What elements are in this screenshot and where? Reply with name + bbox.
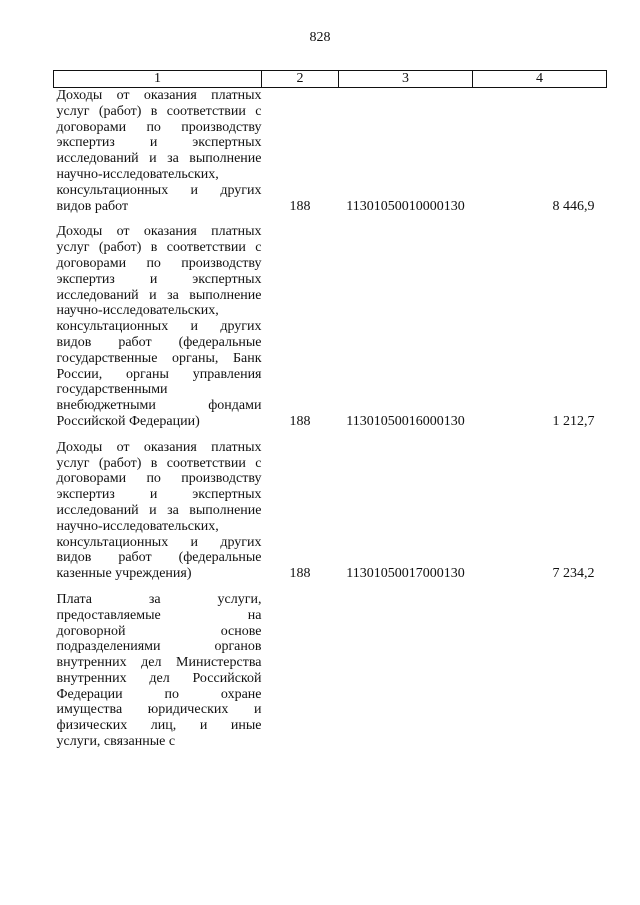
description-line: научно-исследовательских, bbox=[56, 303, 219, 319]
description-line: Российской Федерации) bbox=[56, 413, 200, 429]
description-line: экспертиз и экспертных bbox=[56, 271, 262, 287]
description-line: Плата за услуги, bbox=[56, 591, 262, 607]
table-row bbox=[54, 440, 607, 582]
description-line: экспертиз и экспертных bbox=[56, 135, 262, 151]
income-description bbox=[54, 88, 262, 215]
budget-classification-code bbox=[339, 592, 473, 750]
description-line: подразделениями органов bbox=[56, 639, 262, 655]
amount: 7 234,2 bbox=[552, 566, 595, 582]
description-line: предоставляемые на bbox=[56, 607, 262, 623]
page-number: 828 bbox=[309, 30, 331, 45]
column-header-2: 2 bbox=[262, 71, 339, 88]
budget-classification-code: 11301050016000130 bbox=[346, 413, 465, 429]
description-line: внутренних дел Министерства bbox=[56, 655, 262, 671]
description-line: видов работ (федеральные bbox=[56, 550, 262, 566]
description-line: научно-исследовательских, bbox=[56, 166, 219, 182]
revenue-table bbox=[53, 70, 607, 750]
description-line: услуг (работ) в соответствии с bbox=[56, 103, 262, 119]
description-line: исследований и за выполнение bbox=[56, 151, 262, 167]
column-header-1: 1 bbox=[54, 71, 262, 88]
table-row bbox=[54, 592, 607, 750]
description-line: видов работ bbox=[56, 198, 129, 214]
description-line: услуг (работ) в соответствии с bbox=[56, 240, 262, 256]
income-description bbox=[54, 440, 262, 582]
description-line: казенные учреждения) bbox=[56, 566, 192, 582]
description-line: внебюджетными фондами bbox=[56, 398, 262, 414]
budget-classification-code: 11301050017000130 bbox=[346, 566, 465, 582]
income-description bbox=[54, 224, 262, 429]
admin-code bbox=[262, 592, 339, 750]
description-line: имущества юридических и bbox=[56, 702, 262, 718]
description-line: России, органы управления bbox=[56, 366, 262, 382]
income-description bbox=[54, 592, 262, 750]
description-line: государственные органы, Банк bbox=[56, 350, 262, 366]
description-line: консультационных и других bbox=[56, 182, 262, 198]
table-row bbox=[54, 224, 607, 429]
description-line: консультационных и других bbox=[56, 534, 262, 550]
description-line: договорами по производству bbox=[56, 119, 262, 135]
description-line: договорной основе bbox=[56, 623, 262, 639]
amount: 1 212,7 bbox=[552, 413, 595, 429]
description-line: научно-исследовательских, bbox=[56, 518, 219, 534]
table-row bbox=[54, 88, 607, 215]
description-line: государственными bbox=[56, 382, 168, 398]
description-line: Федерации по охране bbox=[56, 686, 262, 702]
description-line: договорами по производству bbox=[56, 471, 262, 487]
description-line: исследований и за выполнение bbox=[56, 502, 262, 518]
column-number-row bbox=[54, 71, 607, 88]
description-line: услуги, связанные с bbox=[56, 734, 176, 750]
description-line: физических лиц, и иные bbox=[56, 718, 262, 734]
admin-code: 188 bbox=[289, 198, 311, 214]
description-line: консультационных и других bbox=[56, 319, 262, 335]
column-header-4: 4 bbox=[473, 71, 607, 88]
amount: 8 446,9 bbox=[552, 198, 595, 214]
amount bbox=[473, 592, 607, 750]
description-line: экспертиз и экспертных bbox=[56, 487, 262, 503]
description-line: Доходы от оказания платных bbox=[56, 224, 262, 240]
column-header-3: 3 bbox=[339, 71, 473, 88]
description-line: услуг (работ) в соответствии с bbox=[56, 455, 262, 471]
description-line: исследований и за выполнение bbox=[56, 287, 262, 303]
admin-code: 188 bbox=[289, 413, 311, 429]
description-line: договорами по производству bbox=[56, 255, 262, 271]
description-line: внутренних дел Российской bbox=[56, 670, 262, 686]
description-line: Доходы от оказания платных bbox=[56, 439, 262, 455]
budget-classification-code: 11301050010000130 bbox=[346, 198, 465, 214]
admin-code: 188 bbox=[289, 566, 311, 582]
description-line: Доходы от оказания платных bbox=[56, 88, 262, 103]
description-line: видов работ (федеральные bbox=[56, 334, 262, 350]
